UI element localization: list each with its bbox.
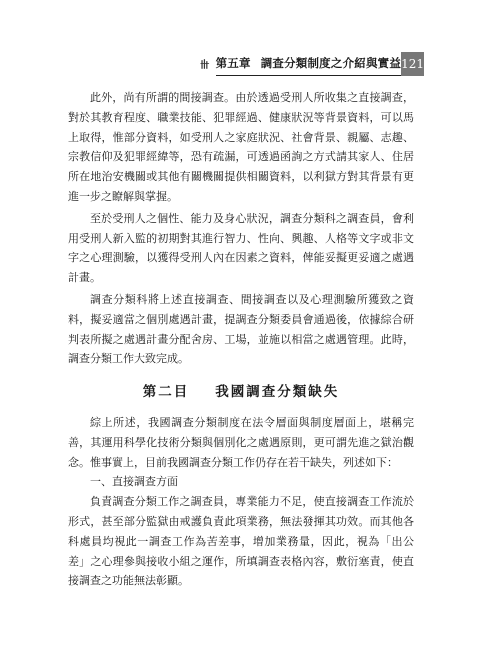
page-number: 121 — [401, 52, 424, 76]
section-number: 第二目 — [142, 384, 190, 401]
paragraph-3: 調查分類科將上述直接調查、間接調查以及心理測驗所獲致之資料，擬妥適當之個別處遇計畫，提調查分類委員會通過後，依據綜合研判表所擬之處遇計畫分配舍房、工場，並施以相當之處遇管理。此時，調查分類工作大致完成。 — [68, 292, 414, 366]
chapter-title: 調查分類制度之介紹與實益 — [260, 56, 402, 70]
section-paragraph: 綜上所述，我國調查分類制度在法令層面與制度層面上，堪稱完善，其運用科學化技術分類與個別化之處遇原則，更可謂先進之獄治觀念。惟事實上，目前我國調查分類工作仍存在若干缺失，列述如下： — [68, 415, 414, 469]
subsection-paragraph: 負責調查分類工作之調查員，專業能力不足，使直接調查工作流於形式，甚至部分監獄由戒護負責此項業務，無法發揮其功效。而其他各科處員均視此一調查工作為苦差事，增加業務量，因此，視為「出公差」之心理參與接收小組之運作，所填調查表格內容，敷衍塞責，使直接調查之功能無法彰顯。 — [68, 495, 414, 588]
page-header — [200, 50, 424, 76]
subsection-heading: 一、直接調查方面 — [90, 475, 178, 489]
running-title — [216, 55, 402, 76]
section-heading — [68, 383, 414, 403]
body-text — [68, 88, 414, 591]
chapter-logo-icon — [200, 52, 210, 76]
paragraph-2: 至於受刑人之個性、能力及身心狀況，調查分類科之調查員，會利用受刑人新入監的初期對其進行智力、性向、興趣、人格等文字或非文字之心理測驗，以獲得受刑人內在因素之資料，俾能妥擬更妥適之處遇計畫。 — [68, 211, 414, 285]
paragraph-1: 此外，尚有所謂的間接調查。由於透過受刑人所收集之直接調查，對於其教育程度、職業技能、犯罪經過、健康狀況等背景資料，可以馬上取得，惟部分資料，如受刑人之家庭狀況、社會背景、親屬、志趣、宗教信仰及犯罪經緯等，恐有疏漏，可透過函詢之方式請其家人、住居所在地治安機關或其他有關機關提供相關資料，以利獄方對其背景有更進一步之瞭解與掌握。 — [68, 91, 414, 203]
section-title: 我國調查分類缺失 — [215, 384, 340, 401]
chapter-label: 第五章 — [215, 56, 251, 70]
